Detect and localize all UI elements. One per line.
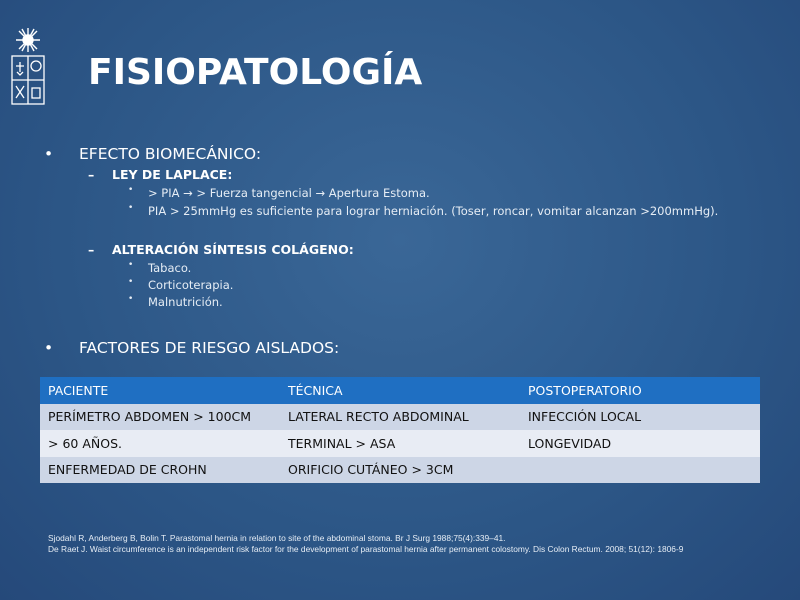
table-cell: TERMINAL > ASA	[280, 430, 520, 457]
subsection-label: ALTERACIÓN SÍNTESIS COLÁGENO:	[112, 242, 354, 257]
bullet-icon: •	[128, 260, 134, 270]
section-label: EFECTO BIOMECÁNICO:	[79, 145, 262, 163]
bullet-icon: •	[128, 277, 134, 287]
dash-icon: –	[88, 167, 95, 182]
reference-item: De Raet J. Waist circumference is an independent risk factor for the development of parastomal hernia after permanent colostomy. Dis Colon Rectum. 2008; 51(12): 1806-9	[48, 543, 684, 554]
table-row	[40, 404, 760, 431]
section-label: FACTORES DE RIESGO AISLADOS:	[79, 339, 340, 357]
table-cell: LATERAL RECTO ABDOMINAL	[280, 404, 520, 431]
table-cell: INFECCIÓN LOCAL	[520, 404, 760, 431]
table-cell	[520, 457, 760, 484]
reference-item: Sjodahl R, Anderberg B, Bolin T. Parastomal hernia in relation to site of the abdominal stoma. Br J Surg 1988;75(4):339–41.	[48, 533, 506, 543]
references	[48, 533, 683, 554]
table-cell: ORIFICIO CUTÁNEO > 3CM	[280, 457, 520, 484]
bullet-icon: •	[128, 185, 134, 195]
table-cell: ENFERMEDAD DE CROHN	[40, 457, 280, 484]
university-crest-icon	[8, 26, 48, 106]
table-cell: > 60 AÑOS.	[40, 430, 280, 457]
column-header-patient: PACIENTE	[40, 377, 280, 404]
bullet-icon: •	[44, 339, 54, 357]
risk-factors-table	[40, 377, 760, 483]
table-row	[40, 457, 760, 484]
table-cell: PERÍMETRO ABDOMEN > 100CM	[40, 404, 280, 431]
column-header-technique: TÉCNICA	[280, 377, 520, 404]
table-cell: LONGEVIDAD	[520, 430, 760, 457]
bullet-icon: •	[44, 145, 54, 163]
page-title: FISIOPATOLOGÍA	[88, 52, 423, 93]
bullet-icon: •	[128, 203, 134, 213]
table-header-row	[40, 377, 760, 404]
subsection-label: LEY DE LAPLACE:	[112, 167, 233, 182]
dash-icon: –	[88, 242, 95, 257]
table-row	[40, 430, 760, 457]
column-header-postoperative: POSTOPERATORIO	[520, 377, 760, 404]
bullet-icon: •	[128, 294, 134, 304]
